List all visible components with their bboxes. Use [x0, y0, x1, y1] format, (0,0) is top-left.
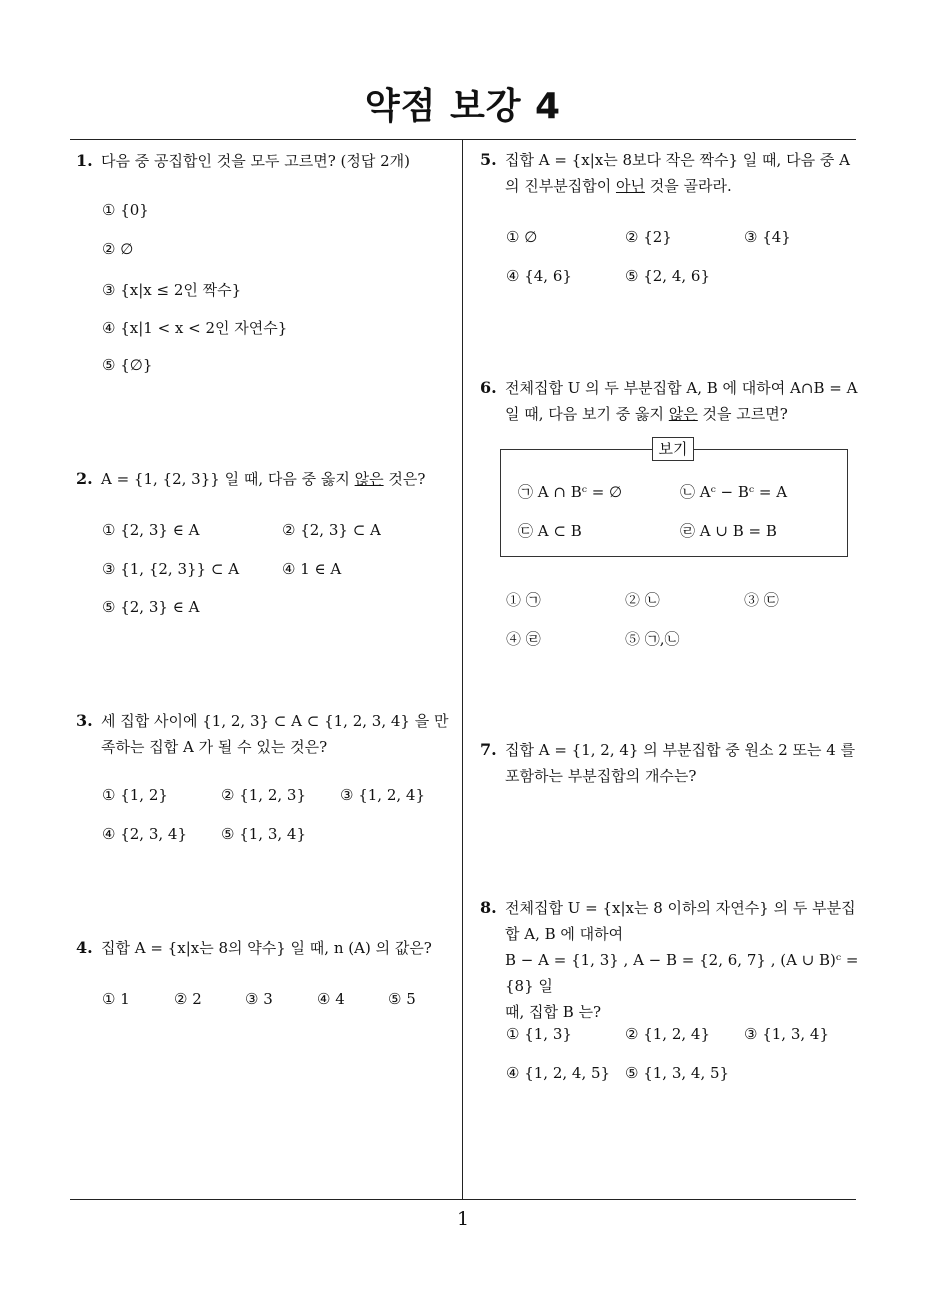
- question-text-line2: 일 때, 다음 보기 중 옳지: [505, 405, 669, 423]
- question-text-end: 것을 골라라.: [644, 177, 732, 195]
- q2-option-4[interactable]: ④ 1 ∈ A: [282, 560, 342, 578]
- question-stem: [480, 147, 862, 199]
- q5-option-2[interactable]: ② {2}: [625, 228, 672, 246]
- q5-option-1[interactable]: ① ∅: [506, 228, 538, 246]
- q8-option-3[interactable]: ③ {1, 3, 4}: [744, 1025, 830, 1043]
- question-stem: [76, 466, 456, 492]
- question-text-end: 것은?: [383, 470, 426, 488]
- question-stem: [480, 895, 862, 1025]
- q4-option-5[interactable]: ⑤ 5: [388, 990, 416, 1008]
- question-number: 6.: [480, 378, 497, 397]
- bogi-item-3: ㉢ A ⊂ B: [518, 522, 582, 540]
- q6-option-5[interactable]: ⑤ ㉠,㉡: [625, 630, 680, 648]
- bogi-label: 보기: [652, 437, 694, 461]
- q6-option-1[interactable]: ① ㉠: [506, 591, 541, 609]
- question-3: [76, 708, 456, 760]
- q5-option-4[interactable]: ④ {4, 6}: [506, 267, 572, 285]
- q2-option-1[interactable]: ① {2, 3} ∈ A: [102, 521, 200, 539]
- q2-option-2[interactable]: ② {2, 3} ⊂ A: [282, 521, 381, 539]
- question-text: 다음 중 공집합인 것을 모두 고르면? (정답 2개): [101, 152, 410, 170]
- q4-option-1[interactable]: ① 1: [102, 990, 130, 1008]
- question-2: [76, 466, 456, 492]
- bogi-item-1: ㉠ A ∩ Bᶜ = ∅: [518, 483, 623, 501]
- question-text: 전체집합 U 의 두 부분집합 A, B 에 대하여 A∩B = A: [505, 379, 858, 397]
- q3-option-1[interactable]: ① {1, 2}: [102, 786, 168, 804]
- q6-option-3[interactable]: ③ ㉢: [744, 591, 779, 609]
- q1-option-2[interactable]: ② ∅: [102, 240, 134, 258]
- q1-option-4[interactable]: ④ {x|1 < x < 2인 자연수}: [102, 319, 288, 337]
- underlined-word: 아닌: [615, 177, 645, 195]
- question-stem: [76, 148, 456, 174]
- question-7: [480, 737, 862, 789]
- question-text: 세 집합 사이에 {1, 2, 3} ⊂ A ⊂ {1, 2, 3, 4} 을 만 족하는 집합 A 가 될 수 있는 것은?: [101, 712, 449, 756]
- page-title: 약점 보강 4: [364, 86, 562, 127]
- q2-option-3[interactable]: ③ {1, {2, 3}} ⊂ A: [102, 560, 240, 578]
- question-text: 집합 A = {1, 2, 4} 의 부분집합 중 원소 2 또는 4 를 포함하는 부분집합의 개수는?: [505, 741, 856, 785]
- question-number: 7.: [480, 740, 497, 759]
- page-number: 1: [456, 1208, 470, 1230]
- question-1: [76, 148, 456, 174]
- q8-option-1[interactable]: ① {1, 3}: [506, 1025, 572, 1043]
- q1-option-5[interactable]: ⑤ {∅}: [102, 356, 153, 374]
- question-text-end: 것을 고르면?: [697, 405, 788, 423]
- question-stem: [76, 708, 456, 760]
- column-divider: [462, 139, 463, 1199]
- question-stem: [480, 737, 862, 789]
- question-text: 집합 A = {x|x는 8보다 작은 짝수} 일 때, 다음 중 A: [505, 151, 850, 169]
- header-rule: [70, 139, 856, 140]
- question-5: [480, 147, 862, 199]
- question-number: 1.: [76, 151, 93, 170]
- underlined-word: 않은: [354, 470, 384, 488]
- q4-option-4[interactable]: ④ 4: [317, 990, 345, 1008]
- question-8: [480, 895, 862, 1025]
- q1-option-1[interactable]: ① {0}: [102, 201, 149, 219]
- q1-option-3[interactable]: ③ {x|x ≤ 2인 짝수}: [102, 281, 242, 299]
- question-number: 8.: [480, 898, 497, 917]
- q3-option-4[interactable]: ④ {2, 3, 4}: [102, 825, 188, 843]
- question-stem: [480, 375, 862, 427]
- q6-option-2[interactable]: ② ㉡: [625, 591, 660, 609]
- bogi-item-4: ㉣ A ∪ B = B: [680, 522, 777, 540]
- q4-option-2[interactable]: ② 2: [174, 990, 202, 1008]
- question-number: 4.: [76, 938, 93, 957]
- question-text: 집합 A = {x|x는 8의 약수} 일 때, n (A) 의 값은?: [101, 939, 432, 957]
- q8-option-5[interactable]: ⑤ {1, 3, 4, 5}: [625, 1064, 730, 1082]
- q3-option-5[interactable]: ⑤ {1, 3, 4}: [221, 825, 307, 843]
- question-stem: [76, 935, 456, 961]
- q4-option-3[interactable]: ③ 3: [245, 990, 273, 1008]
- question-number: 3.: [76, 711, 93, 730]
- question-text-line2: 의 진부분집합이: [505, 177, 616, 195]
- q3-option-3[interactable]: ③ {1, 2, 4}: [340, 786, 426, 804]
- question-number: 2.: [76, 469, 93, 488]
- question-number: 5.: [480, 150, 497, 169]
- q5-option-3[interactable]: ③ {4}: [744, 228, 791, 246]
- bogi-item-2: ㉡ Aᶜ − Bᶜ = A: [680, 483, 788, 501]
- q2-option-5[interactable]: ⑤ {2, 3} ∈ A: [102, 598, 200, 616]
- q5-option-5[interactable]: ⑤ {2, 4, 6}: [625, 267, 711, 285]
- footer-rule: [70, 1199, 856, 1200]
- q3-option-2[interactable]: ② {1, 2, 3}: [221, 786, 307, 804]
- question-6: [480, 375, 862, 427]
- q8-option-4[interactable]: ④ {1, 2, 4, 5}: [506, 1064, 611, 1082]
- q8-option-2[interactable]: ② {1, 2, 4}: [625, 1025, 711, 1043]
- question-text: 전체집합 U = {x|x는 8 이하의 자연수} 의 두 부분집 합 A, B 에 대하여 B − A = {1, 3} , A − B = {2, 6, 7} , (A ∪ B)ᶜ = {8} 일 때, 집합 B 는?: [505, 899, 859, 1021]
- question-text: A = {1, {2, 3}} 일 때, 다음 중 옳지: [101, 470, 355, 488]
- underlined-word: 않은: [668, 405, 698, 423]
- question-4: [76, 935, 456, 961]
- q6-option-4[interactable]: ④ ㉣: [506, 630, 541, 648]
